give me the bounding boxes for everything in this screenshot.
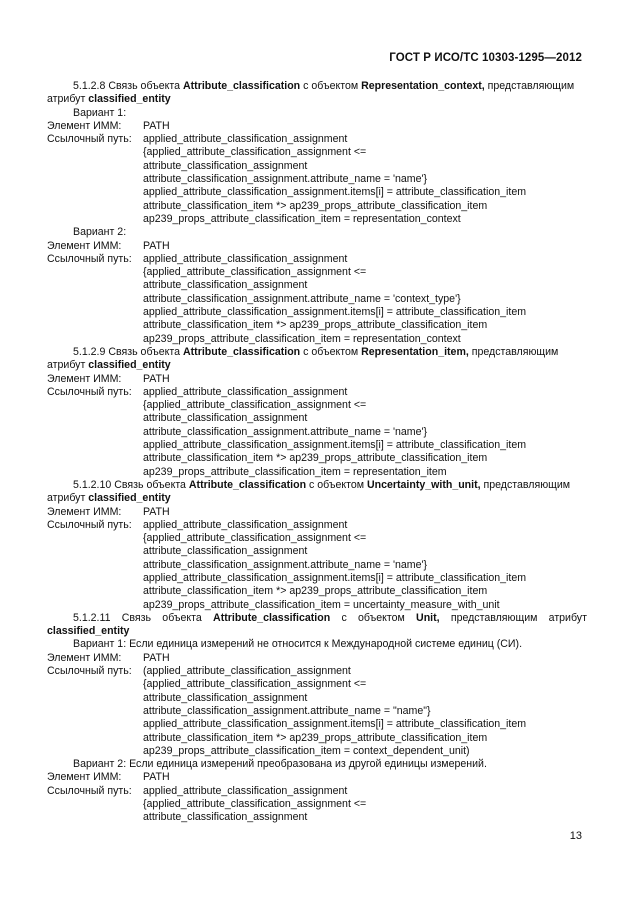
entity-name: Representation_item,	[361, 345, 469, 358]
path-line: attribute_classification_assignment	[143, 279, 308, 292]
path-line: {applied_attribute_classification_assignment <=	[143, 266, 367, 279]
path-line: applied_attribute_classification_assignment.items[i] = attribute_classification_item	[143, 439, 527, 452]
path-line: {applied_attribute_classification_assignment <=	[143, 678, 367, 691]
entity-name: Unit,	[416, 611, 440, 624]
path-line: attribute_classification_assignment.attribute_name = "name"}	[143, 704, 431, 717]
path-line: (applied_attribute_classification_assignment	[143, 665, 351, 678]
path-line: applied_attribute_classification_assignment.items[i] = attribute_classification_item	[143, 186, 527, 199]
path-line: applied_attribute_classification_assignment.items[i] = attribute_classification_item	[143, 306, 527, 319]
clause-5-1-2-8-heading: 5.1.2.8 Связь объекта Attribute_classification с объектом Representation_context, представляющим	[73, 80, 575, 92]
clause-attribute-line	[47, 625, 587, 638]
path-line: attribute_classification_assignment.attribute_name = 'name'}	[143, 558, 428, 571]
variant-label: Вариант 2:	[73, 226, 127, 239]
entity-name: Attribute_classification	[183, 345, 301, 358]
variant-label: Вариант 1:	[73, 106, 127, 119]
reference-path-row: Ссылочный путь: applied_attribute_classification_assignment	[47, 385, 348, 398]
path-line: attribute_classification_item *> ap239_props_attribute_classification_item	[143, 585, 488, 598]
clause-5-1-2-9-heading: 5.1.2.9 Связь объекта Attribute_classification с объектом Representation_item, представляющим	[73, 345, 559, 358]
path-line: attribute_classification_assignment	[143, 545, 308, 558]
clause-attribute-line: атрибут classified_entity	[47, 492, 171, 505]
reference-path-row: Ссылочный путь: applied_attribute_classification_assignment	[47, 133, 348, 146]
variant-label: Вариант 1: Если единица измерений не относится к Международной системе единиц (СИ).	[73, 638, 523, 651]
path-line: ap239_props_attribute_classification_item = representation_context	[143, 212, 461, 225]
reference-path-row: Ссылочный путь: applied_attribute_classification_assignment	[47, 518, 348, 531]
aim-element-row: Элемент ИММ: PATH	[47, 771, 170, 784]
path-line: {applied_attribute_classification_assignment <=	[143, 798, 367, 811]
path-line: applied_attribute_classification_assignment	[143, 385, 348, 398]
path-line: attribute_classification_item *> ap239_props_attribute_classification_item	[143, 731, 488, 744]
path-line: attribute_classification_item *> ap239_props_attribute_classification_item	[143, 199, 488, 212]
path-line: {applied_attribute_classification_assignment <=	[143, 532, 367, 545]
path-line: applied_attribute_classification_assignment.items[i] = attribute_classification_item	[143, 571, 527, 584]
path-line: attribute_classification_assignment	[143, 811, 308, 824]
reference-path-row: Ссылочный путь: applied_attribute_classification_assignment	[47, 784, 348, 797]
entity-name: Uncertainty_with_unit,	[366, 478, 481, 491]
path-line: attribute_classification_item *> ap239_props_attribute_classification_item	[143, 452, 488, 465]
path-line: ap239_props_attribute_classification_item = representation_item	[143, 465, 447, 478]
clause-attribute-line: атрибут classified_entity	[47, 93, 171, 106]
path-line: {applied_attribute_classification_assignment <=	[143, 399, 367, 412]
path-line: applied_attribute_classification_assignment	[143, 252, 348, 265]
path-line: attribute_classification_assignment.attribute_name = 'context_type'}	[143, 292, 461, 305]
path-line: applied_attribute_classification_assignment	[143, 518, 348, 531]
aim-element-row: Элемент ИММ: PATH	[47, 505, 170, 518]
standard-header: ГОСТ Р ИСО/ТС 10303-1295—2012	[389, 52, 582, 64]
attribute-name: classified_entity	[88, 492, 171, 505]
aim-element-row: Элемент ИММ: PATH	[47, 119, 170, 132]
attribute-name: classified_entity	[88, 93, 171, 106]
path-line: attribute_classification_assignment.attribute_name = 'name'}	[143, 173, 428, 186]
path-line: ap239_props_attribute_classification_item = uncertainty_measure_with_unit	[143, 598, 500, 611]
path-line: ap239_props_attribute_classification_item = representation_context	[143, 332, 461, 345]
clause-5-1-2-11-heading: 5.1.2.11 Связь объекта Attribute_classification с объектом Unit, представляющим атрибут	[73, 611, 587, 624]
variant-label: Вариант 2: Если единица измерений преобразована из другой единицы измерений.	[73, 758, 487, 771]
aim-element-row: Элемент ИММ: PATH	[47, 372, 170, 385]
aim-element-row: Элемент ИММ: PATH	[47, 651, 170, 664]
attribute-name: classified_entity	[88, 359, 171, 372]
reference-path-row: Ссылочный путь: applied_attribute_classification_assignment	[47, 252, 348, 265]
attribute-name: classified_entity	[47, 625, 130, 638]
path-line: attribute_classification_assignment.attribute_name = 'name'}	[143, 425, 428, 438]
path-line: applied_attribute_classification_assignment	[143, 133, 348, 146]
path-line: {applied_attribute_classification_assignment <=	[143, 146, 367, 159]
entity-name: Representation_context,	[361, 80, 485, 92]
entity-name: Attribute_classification	[188, 478, 307, 491]
path-line: attribute_classification_assignment	[143, 691, 308, 704]
path-line: attribute_classification_assignment	[143, 412, 308, 425]
page-number: 13	[569, 830, 582, 842]
path-line: applied_attribute_classification_assignment.items[i] = attribute_classification_item	[143, 718, 527, 731]
path-line: attribute_classification_item *> ap239_props_attribute_classification_item	[143, 319, 488, 332]
path-line: attribute_classification_assignment	[143, 159, 308, 172]
clause-5-1-2-10-heading: 5.1.2.10 Связь объекта Attribute_classification с объектом Uncertainty_with_unit, представляющим	[73, 478, 571, 491]
clause-attribute-line: атрибут classified_entity	[47, 359, 171, 372]
entity-name: Attribute_classification	[183, 80, 301, 92]
entity-name: Attribute_classification	[213, 611, 331, 624]
path-line: ap239_props_attribute_classification_item = context_dependent_unit)	[143, 744, 470, 757]
aim-element-row: Элемент ИММ: PATH	[47, 239, 170, 252]
reference-path-row: Ссылочный путь: (applied_attribute_classification_assignment	[47, 665, 351, 678]
path-line: applied_attribute_classification_assignment	[143, 784, 348, 797]
page-content	[47, 80, 587, 825]
